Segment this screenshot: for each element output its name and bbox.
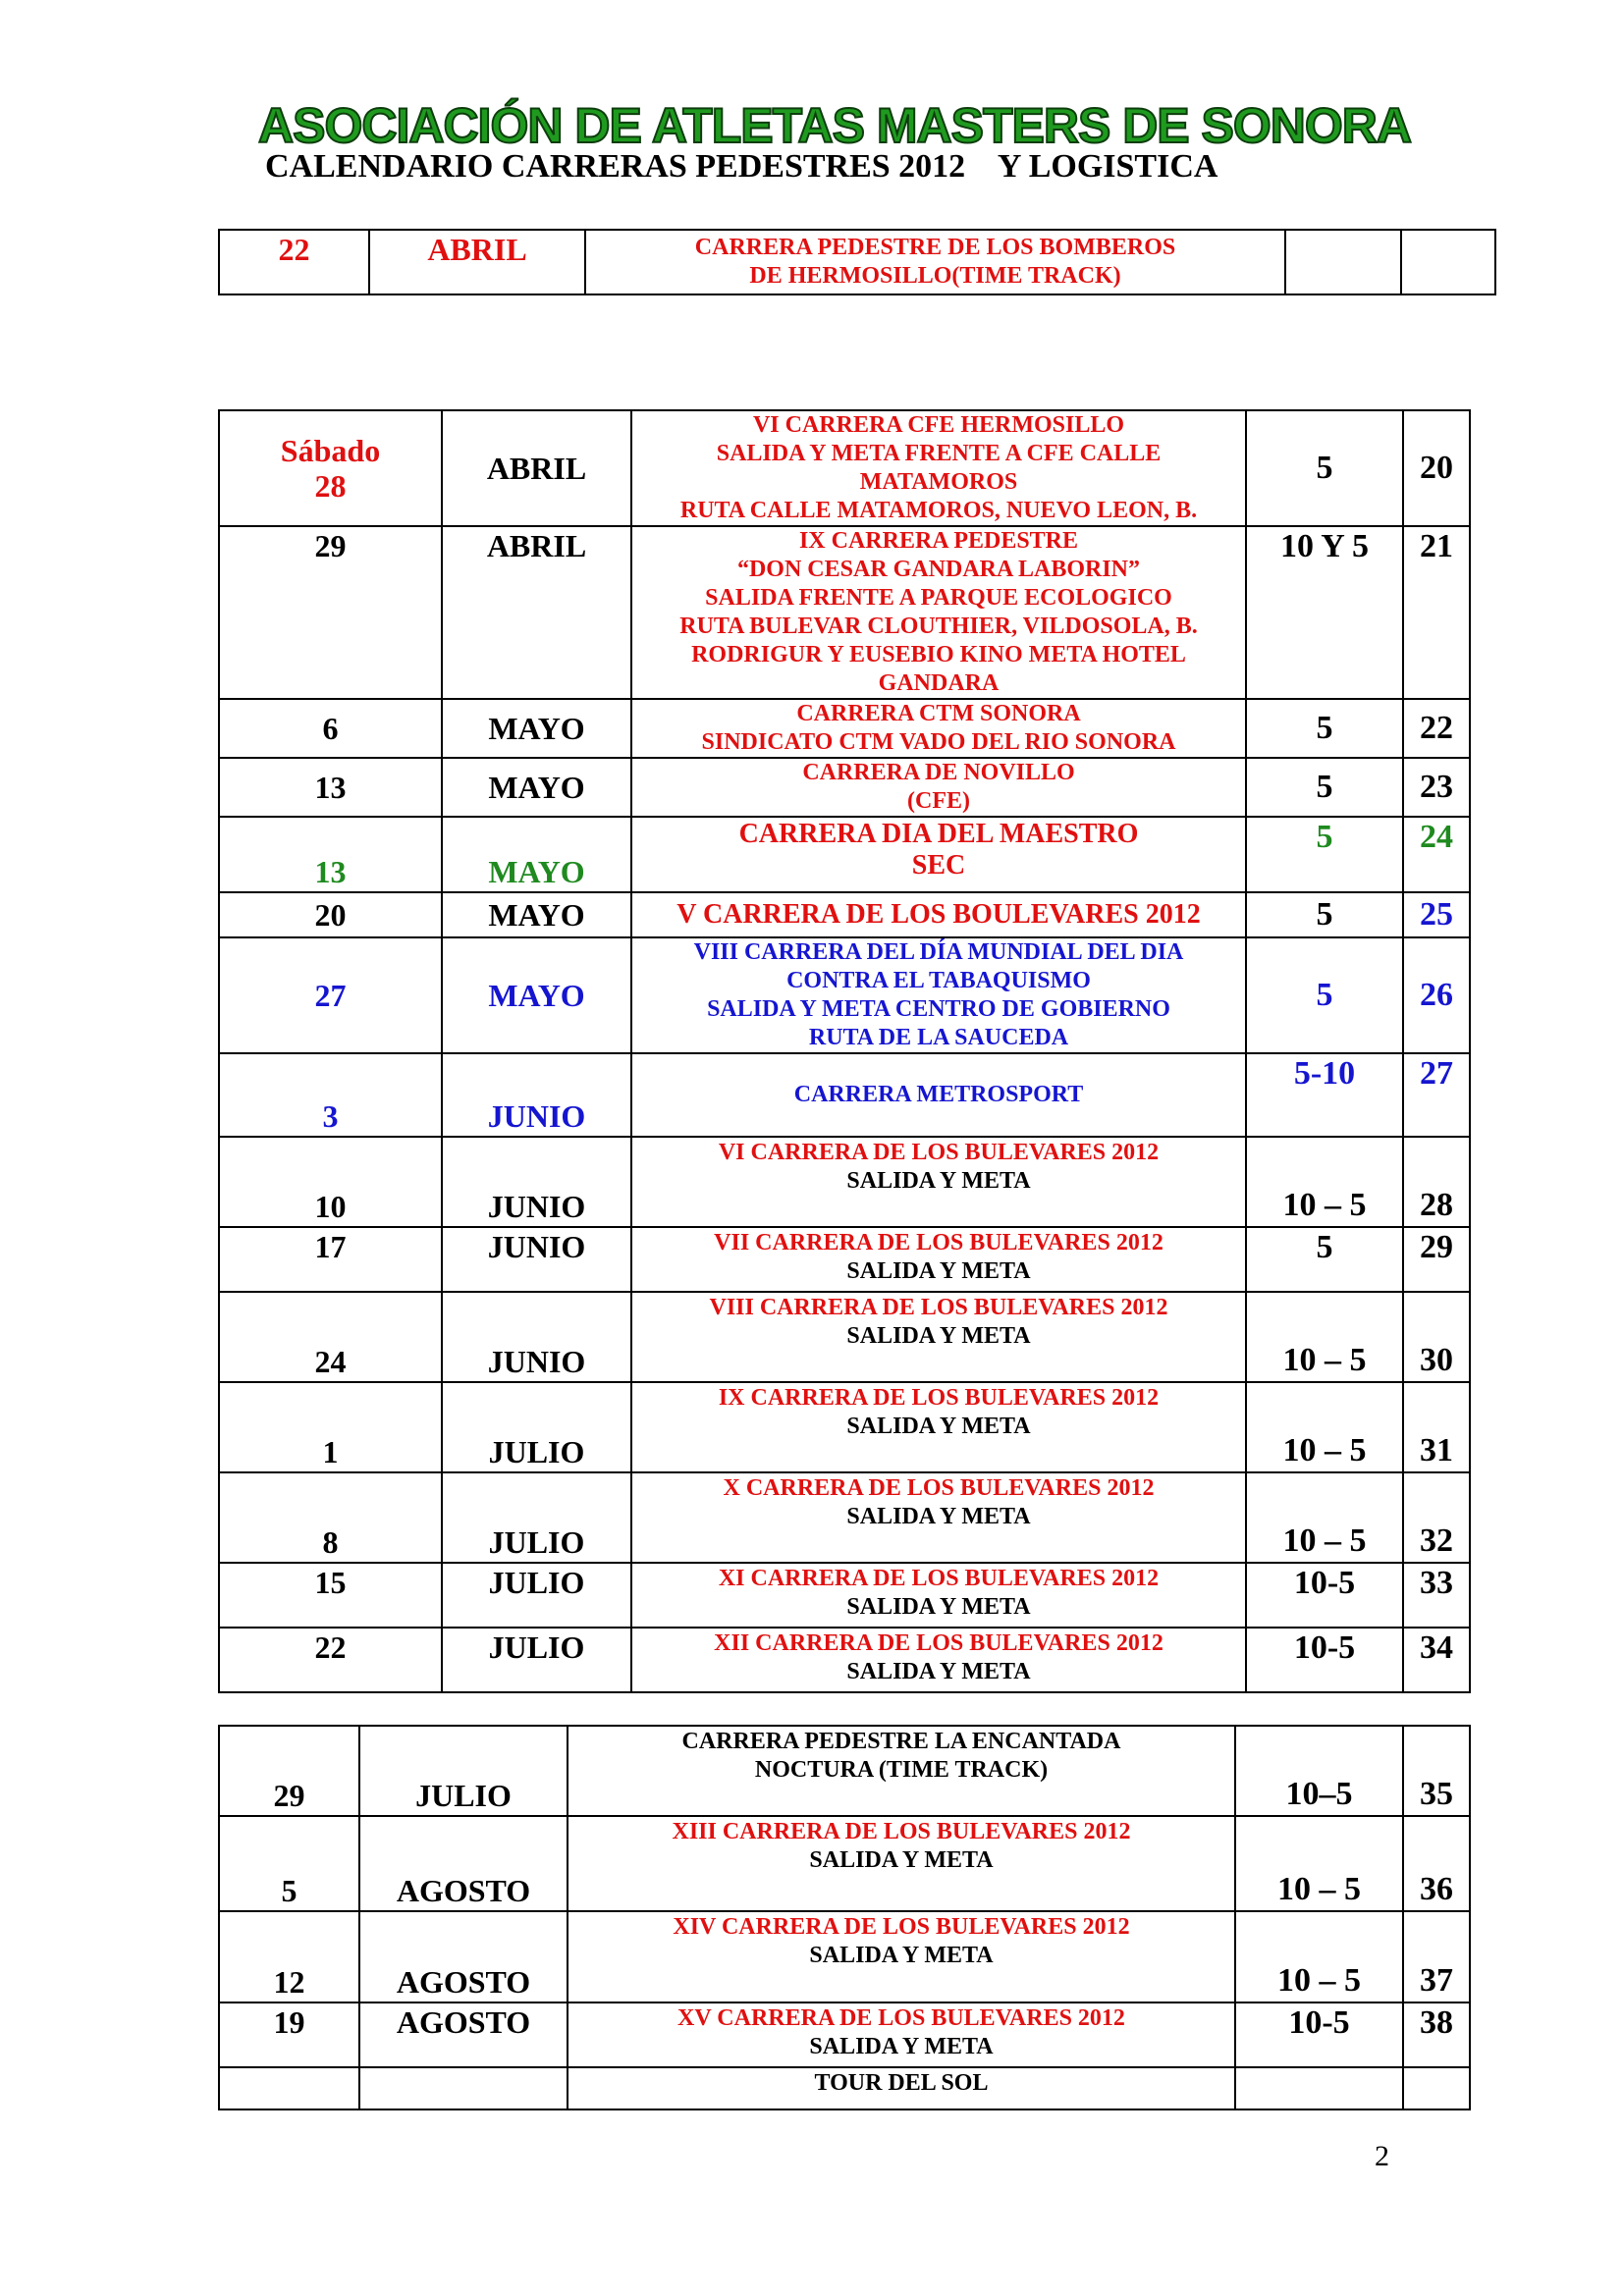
calendar-row: [219, 937, 1470, 1053]
calendar-row: [219, 817, 1470, 892]
event-number: [1401, 230, 1495, 294]
event-description: [631, 410, 1246, 526]
event-description-line: CARRERA METROSPORT: [793, 1082, 1084, 1107]
event-description: [631, 1628, 1246, 1692]
calendar-row: [219, 1816, 1470, 1911]
event-number: 37: [1403, 1911, 1470, 2002]
event-description-line: NOCTURA (TIME TRACK): [754, 1757, 1049, 1783]
event-month: JUNIO: [442, 1137, 631, 1227]
event-day: Sábado 28: [219, 410, 442, 526]
event-description: [585, 230, 1285, 294]
calendar-row: [219, 1382, 1470, 1472]
event-day: 1: [219, 1382, 442, 1472]
calendar-table-3: [218, 1725, 1471, 2110]
event-description: [631, 699, 1246, 758]
event-number: 28: [1403, 1137, 1470, 1227]
event-number: 29: [1403, 1227, 1470, 1292]
event-description-line: SALIDA FRENTE A PARQUE ECOLOGICO: [705, 585, 1172, 611]
event-description: [631, 758, 1246, 817]
calendar-row: [219, 230, 1495, 294]
event-month: ABRIL: [442, 526, 631, 699]
event-number: 35: [1403, 1726, 1470, 1816]
event-day: 13: [219, 817, 442, 892]
event-number: 34: [1403, 1628, 1470, 1692]
event-distance-km: 10–5: [1235, 1726, 1403, 1816]
event-description: [631, 1137, 1246, 1227]
event-distance-km: 5: [1246, 817, 1403, 892]
event-description-line: RUTA CALLE MATAMOROS, NUEVO LEON, B.: [679, 498, 1198, 523]
event-day: 22: [219, 1628, 442, 1692]
event-distance-km: 10-5: [1246, 1628, 1403, 1692]
event-start-finish-note: SALIDA Y META: [809, 1943, 994, 1968]
event-day: 13: [219, 758, 442, 817]
event-description: [568, 1726, 1235, 1816]
page-number: 2: [1375, 2140, 1389, 2172]
organization-title: ASOCIACIÓN DE ATLETAS MASTERS DE SONORA: [257, 98, 1411, 153]
event-month: JULIO: [442, 1628, 631, 1692]
calendar-row: [219, 1628, 1470, 1692]
event-description: [631, 892, 1246, 937]
event-description-line: CARRERA CTM SONORA: [796, 701, 1081, 726]
event-description-line: VIII CARRERA DE LOS BULEVARES 2012: [709, 1295, 1168, 1320]
event-day: 19: [219, 2002, 359, 2067]
event-distance-km: [1235, 2067, 1403, 2109]
event-description: [631, 817, 1246, 892]
event-start-finish-note: SALIDA Y META: [809, 2034, 994, 2059]
calendar-row: [219, 699, 1470, 758]
event-start-finish-note: SALIDA Y META: [846, 1659, 1031, 1684]
event-distance-km: 5: [1246, 410, 1403, 526]
event-day: 8: [219, 1472, 442, 1563]
event-month: MAYO: [442, 758, 631, 817]
event-distance-km: 10-5: [1235, 2002, 1403, 2067]
event-description-line: XIV CARRERA DE LOS BULEVARES 2012: [673, 1914, 1130, 1940]
event-day: 20: [219, 892, 442, 937]
event-start-finish-note: SALIDA Y META: [846, 1414, 1031, 1439]
event-day: 17: [219, 1227, 442, 1292]
event-description-line: (CFE): [907, 788, 970, 814]
event-description-line: XIII CARRERA DE LOS BULEVARES 2012: [672, 1819, 1131, 1844]
event-distance-km: 5: [1246, 1227, 1403, 1292]
event-day: 15: [219, 1563, 442, 1628]
event-number: 36: [1403, 1816, 1470, 1911]
event-description-line: RODRIGUR Y EUSEBIO KINO META HOTEL: [691, 642, 1186, 667]
event-month: JULIO: [359, 1726, 568, 1816]
event-description-line: IX CARRERA PEDESTRE: [798, 528, 1079, 554]
event-description-line: CARRERA DIA DEL MAESTRO: [738, 819, 1139, 849]
event-month: AGOSTO: [359, 1911, 568, 2002]
event-month: MAYO: [442, 937, 631, 1053]
event-description-line: XI CARRERA DE LOS BULEVARES 2012: [718, 1566, 1160, 1591]
event-start-finish-note: SALIDA Y META: [809, 1847, 994, 1873]
event-description-line: IX CARRERA DE LOS BULEVARES 2012: [718, 1385, 1160, 1411]
calendar-row: [219, 2002, 1470, 2067]
event-description-line: CARRERA PEDESTRE DE LOS BOMBEROS: [694, 235, 1176, 260]
event-description: [631, 937, 1246, 1053]
calendar-row: [219, 2067, 1470, 2109]
event-description: [568, 2067, 1235, 2109]
event-number: 21: [1403, 526, 1470, 699]
event-day: [219, 2067, 359, 2109]
event-number: 25: [1403, 892, 1470, 937]
event-distance-km: 10 – 5: [1246, 1382, 1403, 1472]
event-description-line: RUTA DE LA SAUCEDA: [808, 1025, 1069, 1050]
event-month: MAYO: [442, 817, 631, 892]
event-description-line: VI CARRERA CFE HERMOSILLO: [752, 412, 1125, 438]
event-month: JULIO: [442, 1382, 631, 1472]
event-month: AGOSTO: [359, 2002, 568, 2067]
event-month: AGOSTO: [359, 1816, 568, 1911]
event-day: 29: [219, 1726, 359, 1816]
event-day: 3: [219, 1053, 442, 1137]
event-description: [568, 1911, 1235, 2002]
event-month: JUNIO: [442, 1292, 631, 1382]
event-description: [568, 2002, 1235, 2067]
event-month: JULIO: [442, 1563, 631, 1628]
event-month: JUNIO: [442, 1227, 631, 1292]
event-start-finish-note: SALIDA Y META: [846, 1504, 1031, 1529]
event-description: [631, 1563, 1246, 1628]
event-number: [1403, 2067, 1470, 2109]
event-description-line: CARRERA DE NOVILLO: [802, 760, 1075, 785]
event-day: 6: [219, 699, 442, 758]
event-distance-km: 10 – 5: [1246, 1137, 1403, 1227]
event-description-line: VI CARRERA DE LOS BULEVARES 2012: [718, 1140, 1160, 1165]
event-day: 12: [219, 1911, 359, 2002]
event-distance-km: 10 – 5: [1246, 1292, 1403, 1382]
event-description-line: GANDARA: [878, 670, 1000, 696]
calendar-row: [219, 1911, 1470, 2002]
event-distance-km: 10 – 5: [1235, 1911, 1403, 2002]
event-description-line: X CARRERA DE LOS BULEVARES 2012: [723, 1475, 1155, 1501]
calendar-subtitle: CALENDARIO CARRERAS PEDESTRES 2012 Y LOGISTICA: [265, 148, 1218, 185]
event-description: [631, 1227, 1246, 1292]
calendar-row: [219, 758, 1470, 817]
event-distance-km: 5: [1246, 937, 1403, 1053]
event-description: [631, 1053, 1246, 1137]
event-description-line: SALIDA Y META CENTRO DE GOBIERNO: [707, 996, 1170, 1022]
event-day: 22: [219, 230, 369, 294]
event-number: 26: [1403, 937, 1470, 1053]
event-distance-km: 10 Y 5: [1246, 526, 1403, 699]
event-number: 27: [1403, 1053, 1470, 1137]
event-month: JUNIO: [442, 1053, 631, 1137]
event-number: 20: [1403, 410, 1470, 526]
event-number: 31: [1403, 1382, 1470, 1472]
event-distance-km: 10-5: [1246, 1563, 1403, 1628]
event-description-line: CONTRA EL TABAQUISMO: [786, 968, 1091, 993]
event-description-line: CARRERA PEDESTRE LA ENCANTADA: [681, 1729, 1121, 1754]
event-description: [631, 1472, 1246, 1563]
event-month: ABRIL: [442, 410, 631, 526]
event-description-line: RUTA BULEVAR CLOUTHIER, VILDOSOLA, B.: [679, 614, 1198, 639]
event-start-finish-note: TOUR DEL SOL: [814, 2070, 989, 2096]
calendar-row: [219, 1292, 1470, 1382]
event-start-finish-note: SALIDA Y META: [846, 1168, 1031, 1194]
calendar-row: [219, 1137, 1470, 1227]
event-description: [631, 1382, 1246, 1472]
event-number: 30: [1403, 1292, 1470, 1382]
calendar-row: [219, 1563, 1470, 1628]
event-start-finish-note: SALIDA Y META: [846, 1323, 1031, 1349]
event-number: 32: [1403, 1472, 1470, 1563]
event-description-line: VIII CARRERA DEL DÍA MUNDIAL DEL DIA: [693, 939, 1184, 965]
event-month: MAYO: [442, 892, 631, 937]
event-distance-km: 5: [1246, 699, 1403, 758]
calendar-row: [219, 1726, 1470, 1816]
event-day: 5: [219, 1816, 359, 1911]
event-number: 38: [1403, 2002, 1470, 2067]
calendar-table-1: [218, 229, 1496, 295]
event-number: 22: [1403, 699, 1470, 758]
event-description-line: VII CARRERA DE LOS BULEVARES 2012: [714, 1230, 1163, 1255]
event-distance-km: 10 – 5: [1246, 1472, 1403, 1563]
calendar-row: [219, 1227, 1470, 1292]
event-start-finish-note: SALIDA Y META: [846, 1258, 1031, 1284]
event-description-line: SEC: [911, 850, 966, 881]
calendar-row: [219, 892, 1470, 937]
event-description-line: V CARRERA DE LOS BOULEVARES 2012: [676, 899, 1201, 930]
event-month: ABRIL: [369, 230, 585, 294]
event-description: [631, 1292, 1246, 1382]
event-description-line: SALIDA Y META FRENTE A CFE CALLE: [716, 441, 1162, 466]
calendar-row: [219, 526, 1470, 699]
event-distance-km: 10 – 5: [1235, 1816, 1403, 1911]
event-description-line: XV CARRERA DE LOS BULEVARES 2012: [677, 2005, 1125, 2031]
event-number: 33: [1403, 1563, 1470, 1628]
calendar-row: [219, 410, 1470, 526]
event-description: [568, 1816, 1235, 1911]
event-distance-km: 5: [1246, 758, 1403, 817]
event-month: MAYO: [442, 699, 631, 758]
event-month: JULIO: [442, 1472, 631, 1563]
event-description-line: “DON CESAR GANDARA LABORIN”: [736, 557, 1141, 582]
calendar-row: [219, 1053, 1470, 1137]
event-description: [631, 526, 1246, 699]
event-distance-km: 5: [1246, 892, 1403, 937]
event-description-line: DE HERMOSILLO(TIME TRACK): [749, 263, 1121, 289]
calendar-table-2: [218, 409, 1471, 1693]
event-day: 29: [219, 526, 442, 699]
event-number: 24: [1403, 817, 1470, 892]
event-number: 23: [1403, 758, 1470, 817]
event-day: 10: [219, 1137, 442, 1227]
event-start-finish-note: SALIDA Y META: [846, 1594, 1031, 1620]
event-description-line: XII CARRERA DE LOS BULEVARES 2012: [714, 1630, 1163, 1656]
event-day: 24: [219, 1292, 442, 1382]
event-description-line: SINDICATO CTM VADO DEL RIO SONORA: [701, 729, 1176, 755]
event-day: 27: [219, 937, 442, 1053]
event-distance-km: 5-10: [1246, 1053, 1403, 1137]
event-distance-km: [1285, 230, 1401, 294]
event-month: [359, 2067, 568, 2109]
calendar-row: [219, 1472, 1470, 1563]
event-description-line: MATAMOROS: [859, 469, 1018, 495]
